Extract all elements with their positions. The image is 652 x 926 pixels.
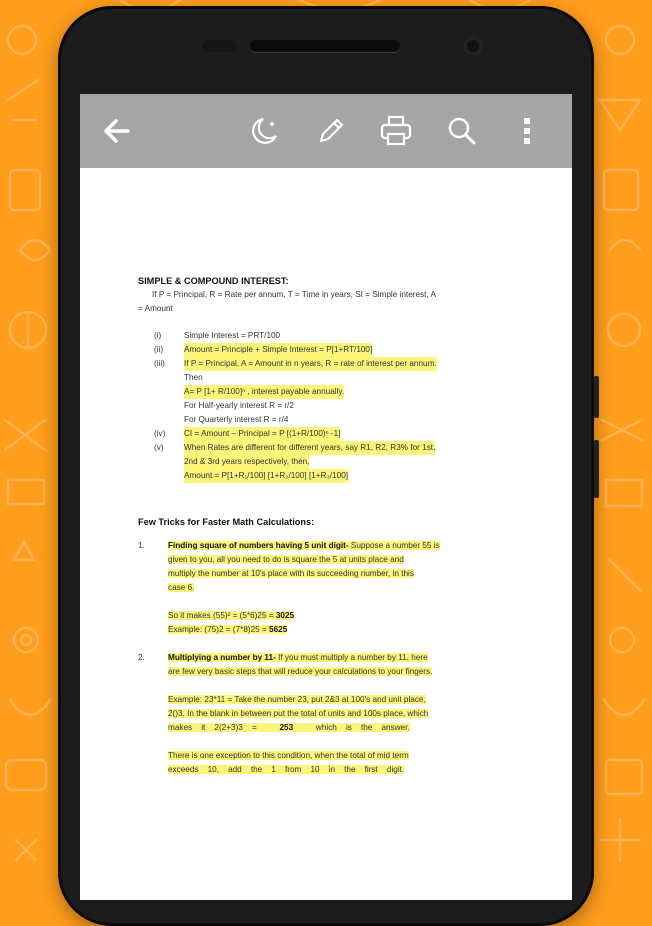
example-text: Example: 23*11 = Take the number 23, put 2&3 at 100's and unit place, <box>168 695 426 704</box>
trick-item-2 <box>138 651 514 777</box>
app-screen <box>80 94 572 900</box>
intro-line: If P = Principal, R = Rate per annum, T = Time in years, SI = Simple interest, A <box>152 290 436 299</box>
trick-number: 2. <box>138 653 145 662</box>
example-text: makes it 2(2+3)3 = <box>168 723 257 732</box>
formula-text: When Rates are different for different years, say R1, R2, R3% for 1st, <box>184 441 435 455</box>
more-vert-icon[interactable] <box>508 112 546 150</box>
calc-text: So it makes (55)² = (5*6)25 = <box>168 611 276 620</box>
toolbar <box>80 94 572 168</box>
formula-row <box>138 329 514 343</box>
formula-number: (ii) <box>154 345 164 354</box>
trick-text: case 6. <box>168 583 195 592</box>
formula-row <box>138 469 514 483</box>
formula-text: For Quarterly interest R = r/4 <box>184 415 289 424</box>
formula-text: 2nd & 3rd years respectively, then, <box>184 455 309 469</box>
formula-number: (iii) <box>154 359 165 368</box>
formula-number: (iv) <box>154 429 166 438</box>
search-icon[interactable] <box>443 112 481 150</box>
example-text: which is the answer. <box>315 723 410 732</box>
formula-row <box>138 343 514 357</box>
formula-row <box>138 413 514 427</box>
printer-icon[interactable] <box>377 112 415 150</box>
calc-result: 5625 <box>269 625 288 634</box>
power-button <box>594 440 599 498</box>
proximity-sensor <box>202 40 236 52</box>
formula-text: Simple Interest = PRT/100 <box>184 331 281 340</box>
calc-text: Example: (75)2 = (7*8)25 = <box>168 625 270 634</box>
trick-heading: Multiplying a number by 11- <box>168 653 276 662</box>
interest-formula-list <box>138 329 514 483</box>
front-camera <box>463 36 483 56</box>
formula-row <box>138 441 514 455</box>
back-arrow-icon[interactable] <box>98 112 136 150</box>
formula-text: Amount = P[1+R₁/100] [1+R₂/100] [1+R₃/100] <box>184 469 348 483</box>
trick-heading: Finding square of numbers having 5 unit digit- <box>168 541 349 550</box>
night-mode-icon[interactable] <box>246 112 284 150</box>
formula-row <box>138 455 514 469</box>
trick-text: multiply the number at 10's place with its succeeding number, in this <box>168 569 414 578</box>
formula-row <box>138 371 514 385</box>
trick-text: If you must multiply a number by 11, here <box>275 653 428 662</box>
intro-line: = Amount <box>138 304 173 313</box>
formula-row <box>138 357 514 371</box>
formula-text: Then <box>184 373 203 382</box>
formula-number: (v) <box>154 443 164 452</box>
example-result: 253 <box>279 723 294 732</box>
calc-result: 3025 <box>275 611 295 620</box>
exception-text: exceeds 10, add the 1 from 10 in the first digit. <box>168 765 405 774</box>
example-text: 2()3. In the blank in between put the total of units and 100s place, which <box>168 709 429 718</box>
trick-item-1 <box>138 539 514 637</box>
document-page <box>138 274 514 777</box>
trick-text: Suppose a number 55 is <box>348 541 440 550</box>
formula-text: A= P [1+ R/100]ⁿ , interest payable annually. <box>184 385 344 399</box>
pencil-icon[interactable] <box>312 112 350 150</box>
formula-row <box>138 385 514 399</box>
exception-text: There is one exception to this condition, when the total of mid term <box>168 751 409 760</box>
earpiece-speaker <box>250 40 400 52</box>
volume-button <box>594 376 599 418</box>
trick-number: 1. <box>138 541 145 550</box>
formula-text: For Half-yearly interest R = r/2 <box>184 401 294 410</box>
formula-text: Amount = Principle + Simple Interest = P[1+RT/100] <box>184 343 372 357</box>
formula-text: If P = Principal, A = Amount in n years, R = rate of interest per annum. <box>184 357 437 371</box>
section-title-interest: SIMPLE & COMPOUND INTEREST: <box>138 276 289 286</box>
section-title-tricks: Few Tricks for Faster Math Calculations: <box>138 517 315 527</box>
formula-text: CI = Amount – Principal = P [(1+R/100)ⁿ -1] <box>184 427 340 441</box>
trick-text: are few very basic steps that will reduce your calculations to your fingers. <box>168 667 433 676</box>
trick-text: given to you, all you need to do is square the 5 at units place and <box>168 555 404 564</box>
formula-row <box>138 399 514 413</box>
formula-number: (i) <box>154 331 162 340</box>
formula-row <box>138 427 514 441</box>
